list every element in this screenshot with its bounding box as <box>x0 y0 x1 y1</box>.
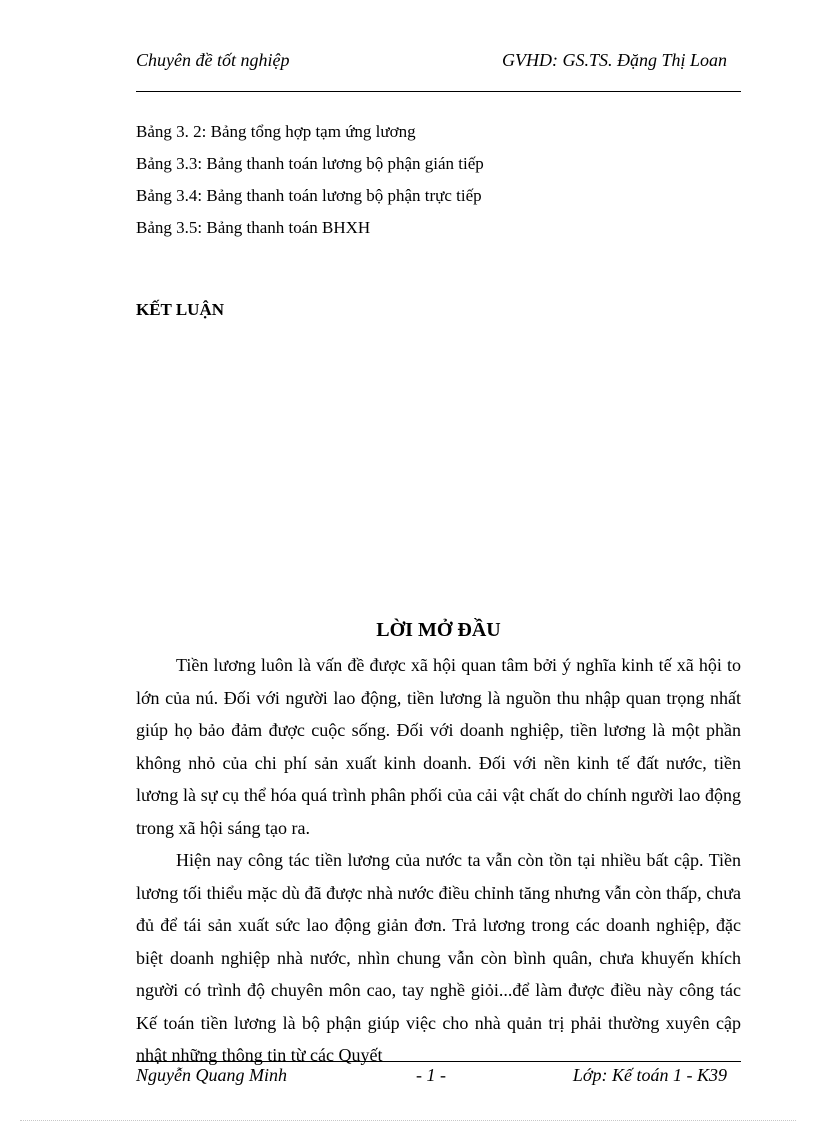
footer-class: Lớp: Kế toán 1 - K39 <box>572 1065 727 1085</box>
footer-page-number: - 1 - <box>416 1065 446 1085</box>
toc-item: Bảng 3.4: Bảng thanh toán lương bộ phận trực tiếp <box>136 186 482 205</box>
section-title: LỜI MỞ ĐẦU <box>376 619 501 641</box>
paragraph: Tiền lương luôn là vấn đề được xã hội quan tâm bởi ý nghĩa kinh tế xã hội to lớn của nú. Đối với người lao động, tiền lương là nguồn thu nhập quan trọng nhất giúp họ bảo đảm được cuộc sống. Đối với doanh nghiệp, tiền lương là một phần không nhỏ của chi phí sản xuất kinh doanh. Đối với nền kinh tế đất nước, tiền lương là sự cụ thể hóa quá trình phân phối của cải vật chất do chính người lao động trong xã hội sáng tạo ra. <box>136 655 741 838</box>
table-of-contents <box>136 118 736 246</box>
header-supervisor: GVHD: GS.TS. Đặng Thị Loan <box>501 50 727 70</box>
header-report-title: Chuyên đề tốt nghiệp <box>136 50 290 70</box>
paragraph: Hiện nay công tác tiền lương của nước ta vẫn còn tồn tại nhiều bất cập. Tiền lương tối thiểu mặc dù đã được nhà nước điều chỉnh tăng nhưng vẫn còn thấp, chưa đủ để tái sản xuất sức lao động giản đơn. Trả lương trong các doanh nghiệp, đặc biệt doanh nghiệp nhà nước, nhìn chung vẫn còn bình quân, chưa khuyến khích người có trình độ chuyên môn cao, tay nghề giỏi...để làm được điều này công tác Kế toán tiền lương là bộ phận giúp việc cho nhà quản trị phải thường xuyên cập nhật những thông tin từ các Quyết <box>136 850 741 1065</box>
toc-item: Bảng 3.3: Bảng thanh toán lương bộ phận gián tiếp <box>136 154 484 173</box>
toc-item: Bảng 3.5: Bảng thanh toán BHXH <box>136 218 371 237</box>
footer-author: Nguyễn Quang Minh <box>136 1065 287 1085</box>
toc-item: Bảng 3. 2: Bảng tổng hợp tạm ứng lương <box>136 122 416 141</box>
page-header <box>136 48 741 72</box>
page-edge-divider <box>20 1120 796 1121</box>
page-footer <box>136 1063 741 1087</box>
footer-divider <box>136 1061 741 1062</box>
section-body <box>136 649 741 1072</box>
conclusion-heading: KẾT LUẬN <box>136 300 225 319</box>
header-divider <box>136 91 741 92</box>
